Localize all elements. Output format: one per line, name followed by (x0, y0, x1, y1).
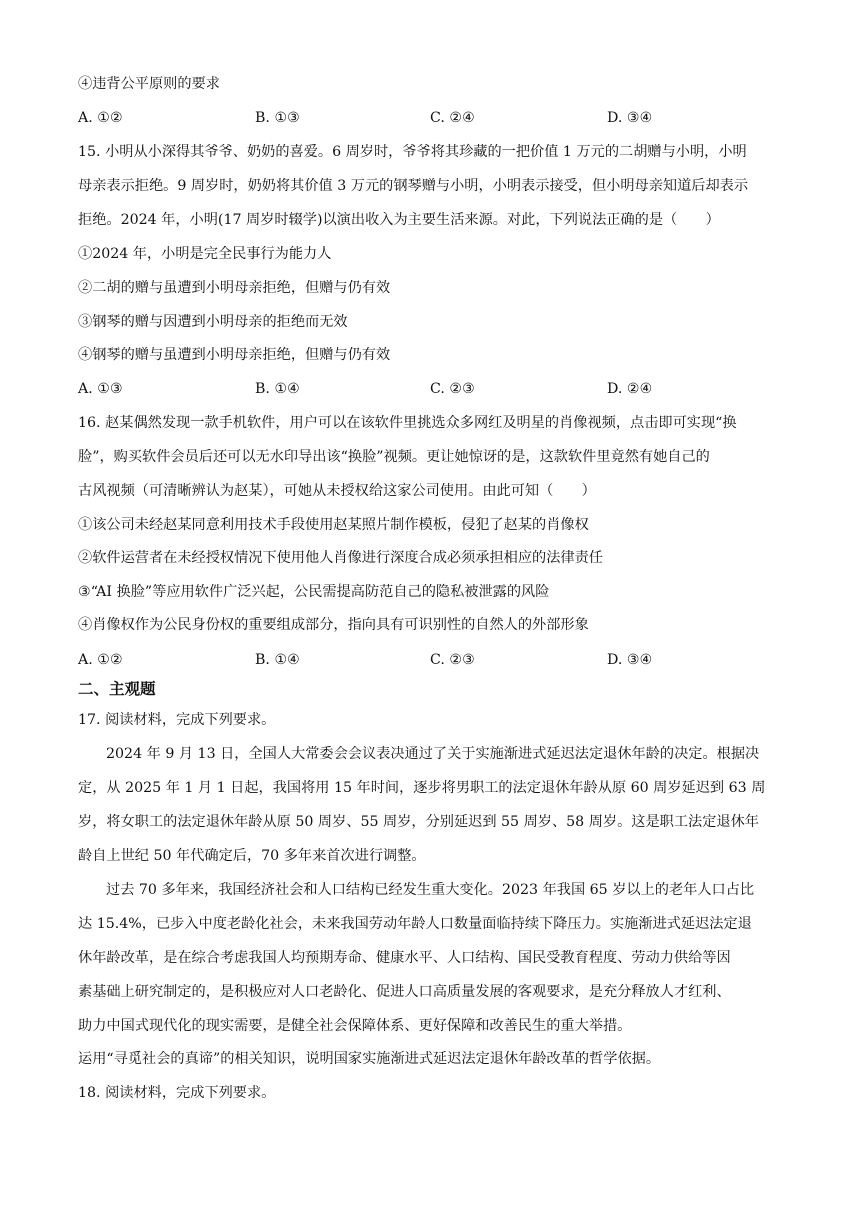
q16-item-3: ③“AI 换脸”等应用软件广泛兴起，公民需提高防范自己的隐私被泄露的风险 (78, 584, 550, 600)
q15-item-1: ①2024 年，小明是完全民事行为能力人 (78, 246, 332, 262)
q17-para1-line-4: 龄自上世纪 50 年代确定后，70 多年来首次进行调整。 (78, 848, 426, 864)
q17-para1-line-3: 岁，将女职工的法定退休年龄从原 50 周岁、55 周岁，分别延迟到 55 周岁、58 周岁。这是职工法定退休年 (78, 814, 759, 830)
q17-para2-line-5: 助力中国式现代化的现实需要，是健全社会保障体系、更好保障和改善民生的重大举措。 (78, 1018, 632, 1034)
section-heading: 二、主观题 (78, 680, 156, 698)
q15-option-d: D. ②④ (607, 381, 653, 397)
q17-para2-line-1: 过去 70 多年来，我国经济社会和人口结构已经发生重大变化。2023 年我国 65 岁以上的老年人口占比 (106, 882, 755, 898)
q17-para2-line-4: 素基础上研究制定的，是积极应对人口老龄化、促进人口高质量发展的客观要求，是充分释放人才红利、 (78, 984, 731, 1000)
q17-para1-line-1: 2024 年 9 月 13 日，全国人大常委会会议表决通过了关于实施渐进式延迟法定退休年龄的决定。根据决 (106, 746, 760, 762)
q14-option-a: A. ①② (78, 110, 123, 126)
q14-option-c: C. ②④ (430, 110, 475, 126)
q16-stem-line-1: 16. 赵某偶然发现一款手机软件，用户可以在该软件里挑选众多网红及明星的肖像视频，点击即可实现“换 (78, 415, 737, 431)
q15-option-a: A. ①③ (78, 381, 123, 397)
q17-para2-line-2: 达 15.4%，已步入中度老龄化社会，未来我国劳动年龄人口数量面临持续下降压力。实施渐进式延迟法定退 (78, 916, 752, 932)
q14-option-d: D. ③④ (607, 110, 653, 126)
q16-stem-line-2: 脸”，购买软件会员后还可以无水印导出该“换脸”视频。更让她惊讶的是，这款软件里竟然有她自己的 (78, 449, 710, 465)
q15-stem-line-1: 15. 小明从小深得其爷爷、奶奶的喜爱。6 周岁时，爷爷将其珍藏的一把价值 1 万元的二胡赠与小明，小明 (78, 144, 747, 160)
q15-stem-line-3: 拒绝。2024 年，小明(17 周岁时辍学)以演出收入为主要生活来源。对此，下列说法正确的是（ ） (78, 212, 720, 228)
q16-item-1: ①该公司未经赵某同意利用技术手段使用赵某照片制作模板，侵犯了赵某的肖像权 (78, 517, 589, 533)
q17-para2-line-3: 休年龄改革，是在综合考虑我国人均预期寿命、健康水平、人口结构、国民受教育程度、劳动力供给等因 (78, 950, 731, 966)
q15-item-4: ④钢琴的赠与虽遭到小明母亲拒绝，但赠与仍有效 (78, 347, 391, 363)
q15-stem-line-2: 母亲表示拒绝。9 周岁时，奶奶将其价值 3 万元的钢琴赠与小明，小明表示接受，但小明母亲知道后却表示 (78, 178, 749, 194)
q16-option-b: B. ①④ (255, 652, 300, 668)
q16-option-a: A. ①② (78, 652, 123, 668)
q15-item-2: ②二胡的赠与虽遭到小明母亲拒绝，但赠与仍有效 (78, 280, 391, 296)
q15-item-3: ③钢琴的赠与因遭到小明母亲的拒绝而无效 (78, 314, 348, 330)
q16-stem-line-3: 古风视频（可清晰辨认为赵某），可她从未授权给这家公司使用。由此可知（ ） (78, 483, 596, 499)
q16-item-4: ④肖像权作为公民身份权的重要组成部分，指向具有可识别性的自然人的外部形象 (78, 617, 589, 633)
q18-intro: 18. 阅读材料，完成下列要求。 (78, 1085, 276, 1101)
q14-item-4: ④违背公平原则的要求 (78, 76, 220, 92)
q17-para1-line-2: 定，从 2025 年 1 月 1 日起，我国将用 15 年时间，逐步将男职工的法定退休年龄从原 60 周岁延迟到 63 周 (78, 780, 766, 796)
q15-option-c: C. ②③ (430, 381, 475, 397)
q14-option-b: B. ①③ (255, 110, 300, 126)
q15-option-b: B. ①④ (255, 381, 300, 397)
q17-question: 运用“寻觅社会的真谛”的相关知识，说明国家实施渐进式延迟法定退休年龄改革的哲学依据。 (78, 1051, 661, 1067)
q16-option-d: D. ③④ (607, 652, 653, 668)
q17-intro: 17. 阅读材料，完成下列要求。 (78, 712, 276, 728)
q16-item-2: ②软件运营者在未经授权情况下使用他人肖像进行深度合成必须承担相应的法律责任 (78, 550, 603, 566)
q16-option-c: C. ②③ (430, 652, 475, 668)
